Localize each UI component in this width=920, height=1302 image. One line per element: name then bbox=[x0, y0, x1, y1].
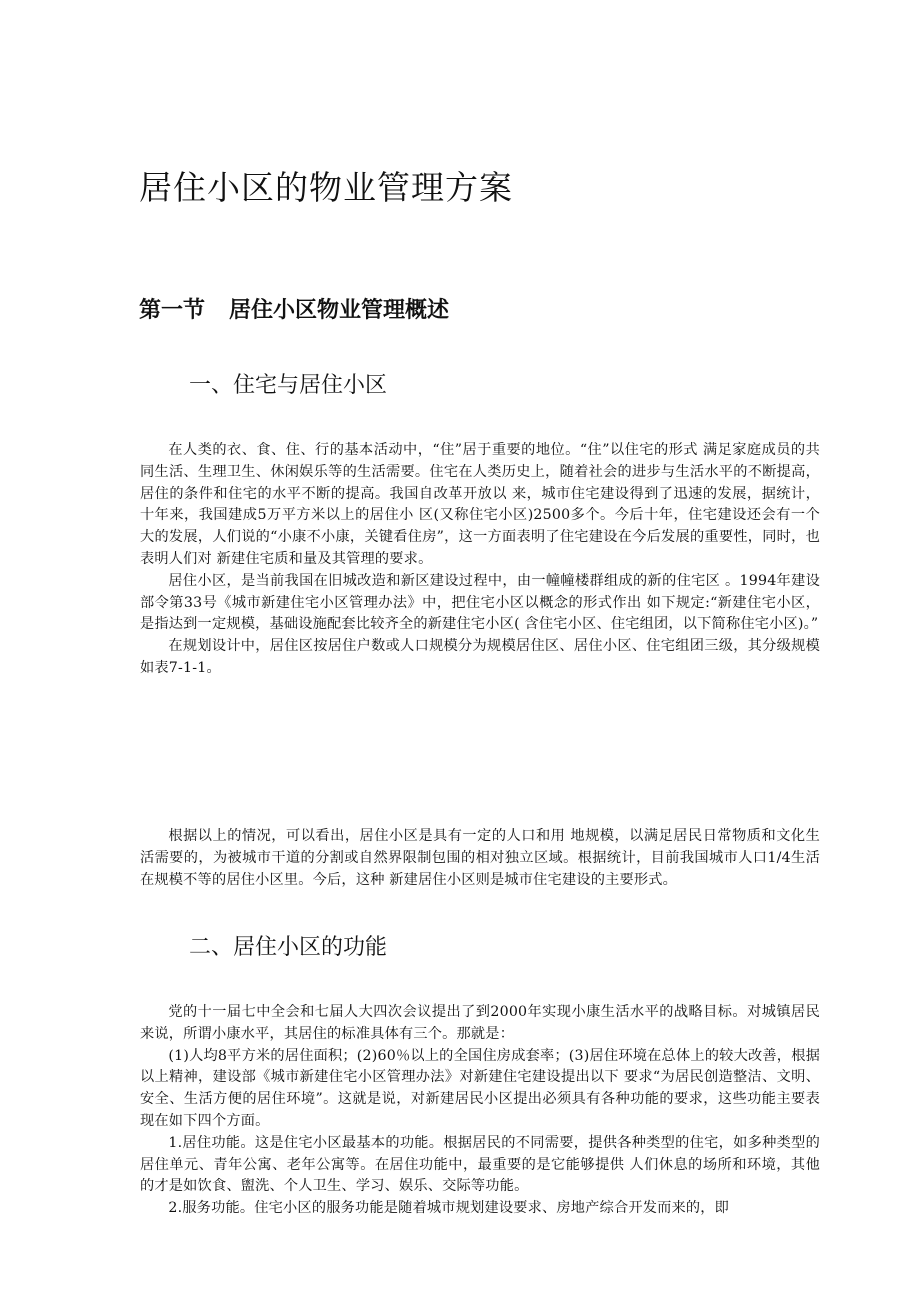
paragraph: 根据以上的情况，可以看出，居住小区是具有一定的人口和用 地规模，以满足居民日常物质和文化生活需要的，为被城市干道的分割或自然界限制包围的相对独立区域。根据统计，目前我国城市人口1/4生活在规模不等的居住小区里。今后，这种 新建居住小区则是城市住宅建设的主要形式。 bbox=[140, 828, 820, 888]
document-title: 居住小区的物业管理方案 bbox=[139, 168, 513, 207]
body-block-3 bbox=[140, 1002, 820, 1220]
subsection-heading-2: 二、居住小区的功能 bbox=[189, 935, 388, 960]
paragraph: 2.服务功能。住宅小区的服务功能是随着城市规划建设要求、房地产综合开发而来的，即 bbox=[168, 1200, 730, 1217]
paragraph: 在规划设计中，居住区按居住户数或人口规模分为规模居住区、居住小区、住宅组团三级，其分级规模如表7-1-1。 bbox=[140, 638, 820, 676]
section-number: 第一节 bbox=[139, 298, 206, 323]
paragraph: 1.居住功能。这是住宅小区最基本的功能。根据居民的不同需要，提供各种类型的住宅，如多种类型的居住单元、青年公寓、老年公寓等。在居住功能中，最重要的是它能够提供 人们休息的场所和环境，其他的才是如饮食、盥洗、个人卫生、学习、娱乐、交际等功能。 bbox=[140, 1134, 820, 1195]
subsection-heading-1: 一、住宅与居住小区 bbox=[189, 373, 388, 398]
section-name: 居住小区物业管理概述 bbox=[229, 298, 450, 323]
paragraph: (1)人均8平方米的居住面积；(2)60％以上的全国住房成套率；(3)居住环境在总体上的较大改善，根据以上精神，建设部《城市新建住宅小区管理办法》对新建住宅建设提出以下 要求“为居民创造整洁、文明、安全、生活方便的居住环境”。这就是说，对新建居民小区提出必须具有各种功能的要求，这些功能主要表现在如下四个方面。 bbox=[140, 1047, 820, 1129]
paragraph: 在人类的衣、食、住、行的基本活动中，“住”居于重要的地位。“住”以住宅的形式 满足家庭成员的共同生活、生理卫生、休闲娱乐等的生活需要。住宅在人类历史上，随着社会的进步与生活水平的不断提高，居住的条件和住宅的水平不断的提高。我国自改革开放以 来，城市住宅建设得到了迅速的发展，据统计，十年来，我国建成5万平方米以上的居住小 区(又称住宅小区)2500多个。今后十年，住宅建设还会有一个大的发展，人们说的“小康不小康，关键看住房”，这一方面表明了住宅建设在今后发展的重要性，同时，也表明人们对 新建住宅质和量及其管理的要求。 bbox=[140, 442, 820, 567]
paragraph: 党的十一届七中全会和七届人大四次会议提出了到2000年实现小康生活水平的战略目标。对城镇居民来说，所谓小康水平，其居住的标准具体有三个。那就是： bbox=[140, 1004, 820, 1042]
body-block-1 bbox=[140, 440, 820, 680]
paragraph: 居住小区，是当前我国在旧城改造和新区建设过程中，由一幢幢楼群组成的新的住宅区 。1994年建设部令第33号《城市新建住宅小区管理办法》中，把住宅小区以概念的形式作出 如下规定:“新建住宅小区，是指达到一定规模，基础设施配套比较齐全的新建住宅小区( 含住宅小区、住宅组团，以下简称住宅小区)。” bbox=[140, 572, 820, 633]
body-block-2 bbox=[140, 826, 820, 891]
section-heading bbox=[139, 293, 449, 324]
